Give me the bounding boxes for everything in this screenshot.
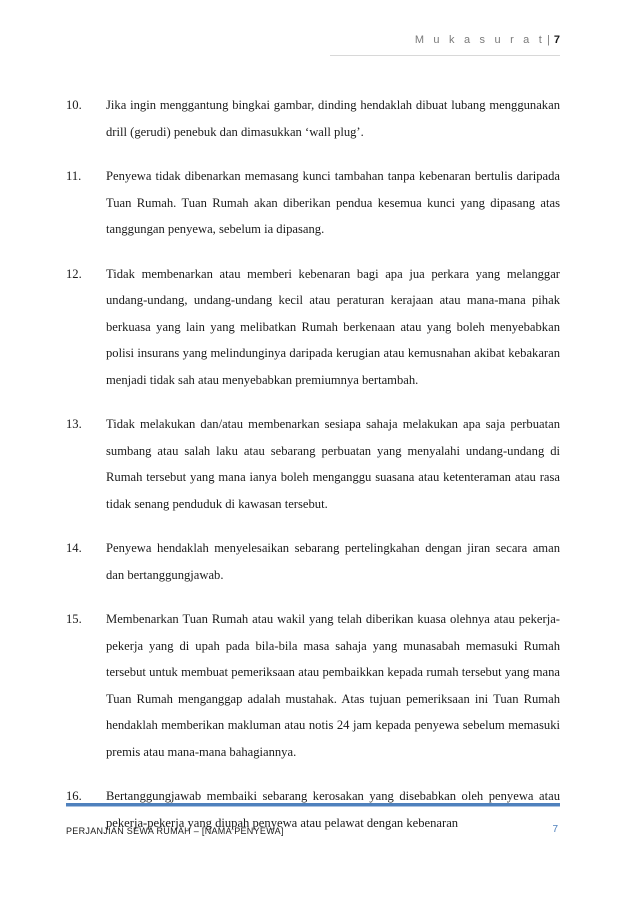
clause-number: 11. xyxy=(66,169,82,183)
clause-list xyxy=(66,92,560,854)
clause-item xyxy=(66,411,560,517)
clause-number: 15. xyxy=(66,612,82,626)
clause-item xyxy=(66,261,560,394)
clause-item xyxy=(66,92,560,145)
header-separator: | xyxy=(547,34,550,46)
footer-divider-shadow xyxy=(66,806,560,807)
clause-number: 14. xyxy=(66,541,82,555)
clause-number: 16. xyxy=(66,789,82,803)
clause-number: 10. xyxy=(66,98,82,112)
clause-number: 13. xyxy=(66,417,82,431)
clause-number: 12. xyxy=(66,266,82,281)
clause-text: Penyewa hendaklah menyelesaikan sebarang pertelingkahan dengan jiran secara aman dan bertanggungjawab. xyxy=(106,541,560,582)
clause-text: Tidak melakukan dan/atau membenarkan sesiapa sahaja melakukan apa saja perbuatan sumbang atau salah laku atau sebarang perbuatan yang menyalahi undang-undang di Rumah tersebut yang mana ianya boleh menganggu suasana atau ketenteraman atau rasa tidak senang penduduk di kawasan tersebut. xyxy=(106,417,560,511)
header-label: M u k a s u r a t xyxy=(414,34,546,46)
clause-item xyxy=(66,163,560,243)
clause-text: Tidak membenarkan atau memberi kebenaran bagi apa jua perkara yang melanggar undang-undang, undang-undang kecil atau peraturan kerajaan atau mana-mana pihak berkuasa yang lain yang melibatkan Rumah berkenaan atau yang boleh menyebabkan polisi insurans yang melindunginya daripada kerugian atau kemusnahan akibat kebakaran menjadi tidak sah atau menyebabkan premiumnya bertambah. xyxy=(106,266,560,387)
footer-title: PERJANJIAN SEWA RUMAH – [NAMA PENYEWA] xyxy=(66,826,284,836)
footer-page-number: 7 xyxy=(552,824,558,835)
clause-item xyxy=(66,535,560,588)
header-page-number: 7 xyxy=(553,34,560,46)
clause-text: Penyewa tidak dibenarkan memasang kunci tambahan tanpa kebenaran bertulis daripada Tuan Rumah. Tuan Rumah akan diberikan pendua kesemua kunci yang dipasang atas tanggungan penyewa, sebelum ia dipasang. xyxy=(106,169,560,236)
header-divider xyxy=(330,55,560,56)
clause-text: Bertanggungjawab membaiki sebarang kerosakan yang disebabkan oleh penyewa atau pekerja-pekerja yang diupah penyewa atau pelawat dengan kebenaran xyxy=(106,789,560,830)
page-header xyxy=(415,34,560,46)
clause-text: Membenarkan Tuan Rumah atau wakil yang telah diberikan kuasa olehnya atau pekerja-pekerja yang di upah pada bila-bila masa sahaja yang munasabah memasuki Rumah tersebut untuk membuat pemeriksaan atau pembaikkan kepada rumah tersebut yang mana Tuan Rumah menganggap adalah mustahak. Atas tujuan pemeriksaan ini Tuan Rumah hendaklah memberikan makluman atau notis 24 jam kepada penyewa sebelum memasuki premis atau mana-mana bahagiannya. xyxy=(106,612,560,759)
clause-text: Jika ingin menggantung bingkai gambar, dinding hendaklah dibuat lubang menggunakan drill (gerudi) penebuk dan dimasukkan ‘wall plug’. xyxy=(106,98,560,139)
clause-item xyxy=(66,606,560,765)
